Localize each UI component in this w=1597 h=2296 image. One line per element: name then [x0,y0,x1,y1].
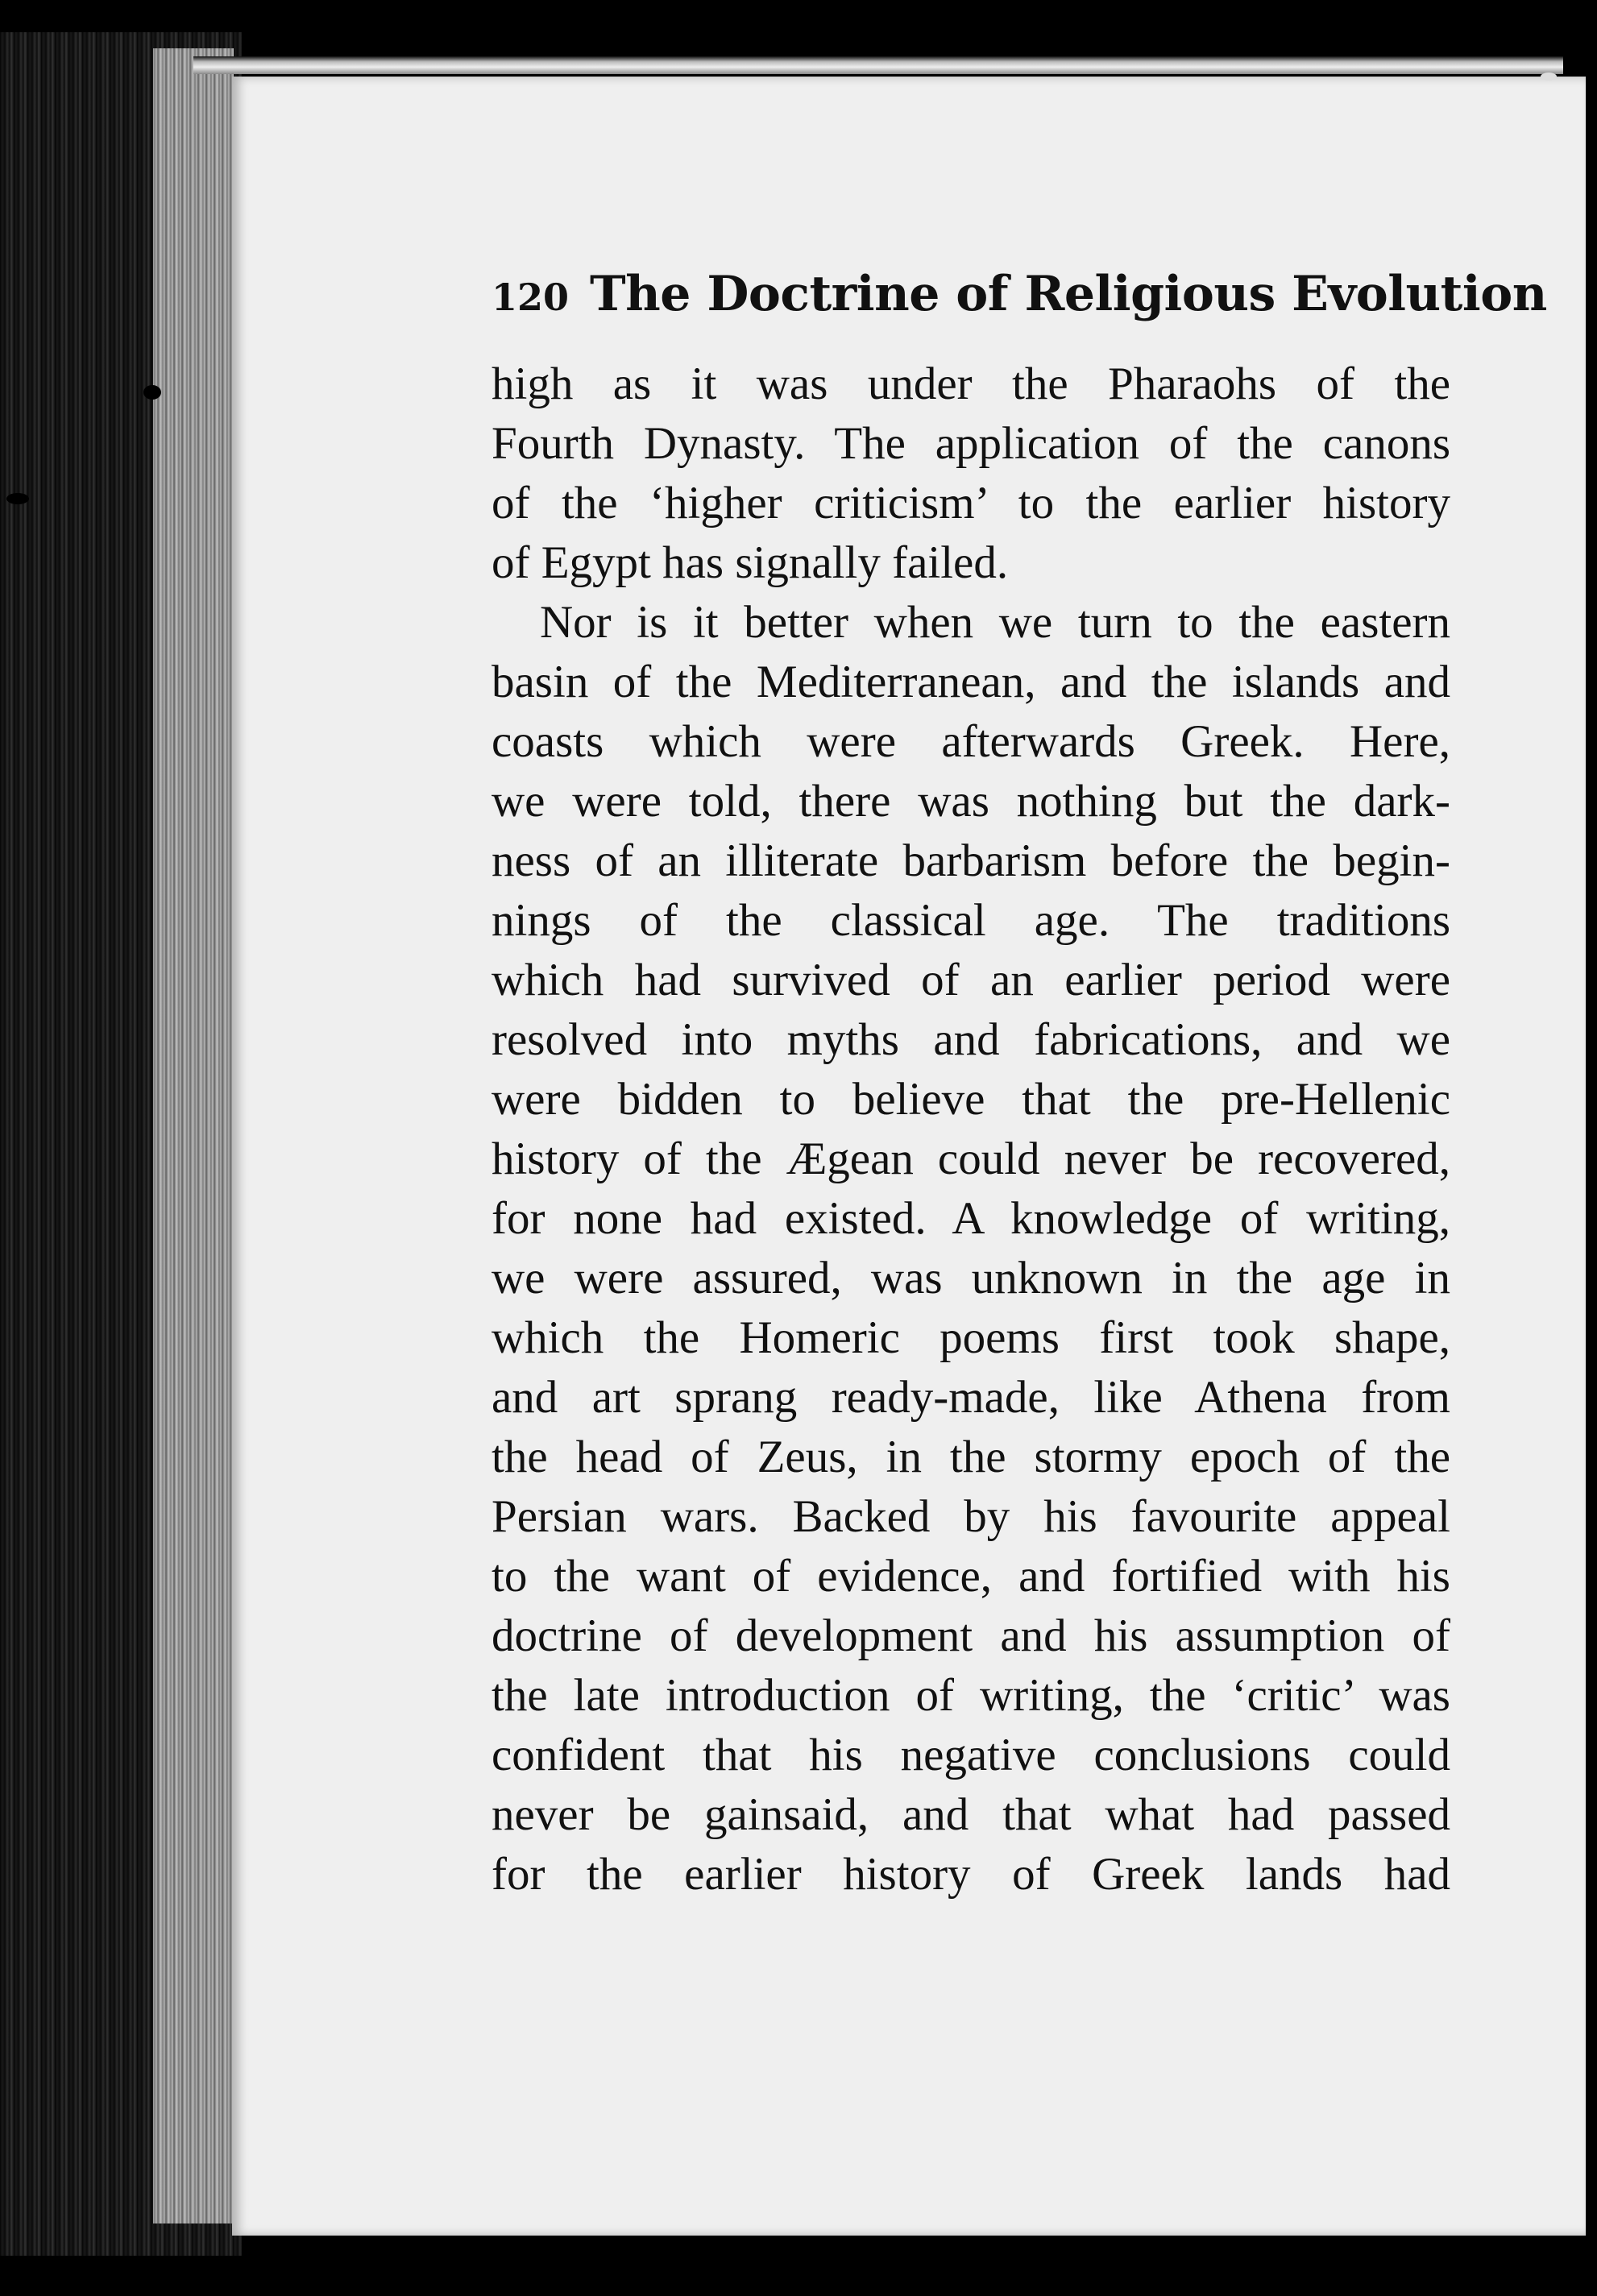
body-text [492,354,1450,1904]
text-line: Fourth Dynasty. The application of the canons [492,418,1450,469]
text-line: doctrine of development and his assumption of [492,1610,1450,1661]
text-line: for none had existed. A knowledge of writing, [492,1193,1450,1244]
text-line: basin of the Mediterranean, and the islands and [492,657,1450,707]
scan-speck [143,385,161,400]
page-stack-edge [153,48,234,2223]
text-line: coasts which were afterwards Greek. Here, [492,716,1450,767]
text-line: which had survived of an earlier period were [492,955,1450,1005]
text-line: to the want of evidence, and fortified with his [492,1551,1450,1602]
text-line: nings of the classical age. The traditions [492,895,1450,946]
text-line: never be gainsaid, and that what had passed [492,1789,1450,1840]
scan-speck [6,493,29,504]
text-line: and art sprang ready-made, like Athena from [492,1372,1450,1423]
scan-speck [1541,73,1557,81]
text-line: Nor is it better when we turn to the eastern [540,597,1450,648]
text-line: we were assured, was unknown in the age in [492,1253,1450,1303]
page-top-edge [193,56,1563,74]
scan-speck [403,2264,422,2278]
page-number: 120 [492,276,570,319]
text-line: confident that his negative conclusions could [492,1730,1450,1780]
text-line: resolved into myths and fabrications, and we [492,1014,1450,1065]
text-line: we were told, there was nothing but the dark- [492,776,1450,827]
text-line: ness of an illiterate barbarism before the begin- [492,835,1450,886]
text-line: Persian wars. Backed by his favourite appeal [492,1491,1450,1542]
running-title: The Doctrine of Religious Evolution [590,266,1547,322]
text-line: were bidden to believe that the pre-Hellenic [492,1074,1450,1125]
text-line: high as it was under the Pharaohs of the [492,358,1450,409]
text-line: which the Homeric poems first took shape, [492,1312,1450,1363]
text-line: of the ‘higher criticism’ to the earlier history [492,478,1450,528]
text-line: the late introduction of writing, the ‘critic’ was [492,1670,1450,1721]
text-line: for the earlier history of Greek lands had [492,1849,1450,1900]
text-line: history of the Ægean could never be recovered, [492,1133,1450,1184]
text-line: of Egypt has signally failed. [492,537,1009,588]
page-header [492,266,1547,338]
text-line: the head of Zeus, in the stormy epoch of the [492,1432,1450,1482]
